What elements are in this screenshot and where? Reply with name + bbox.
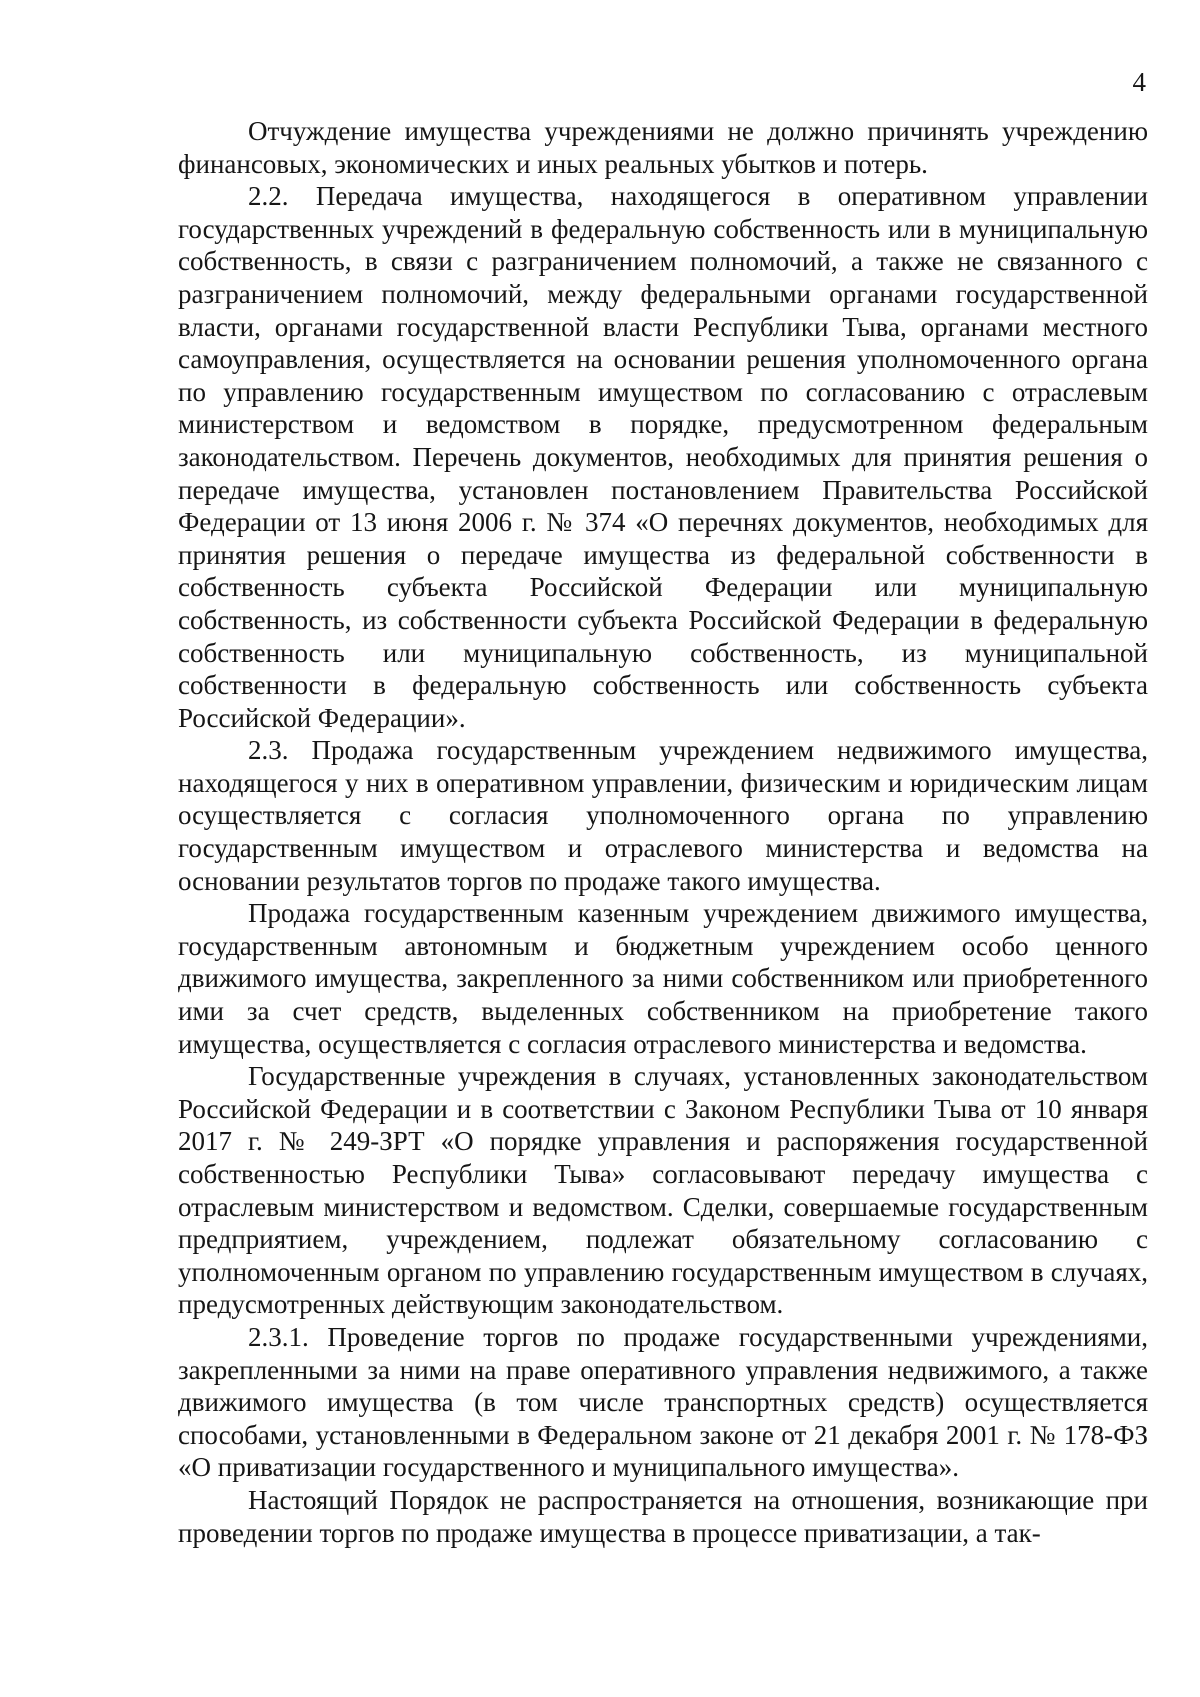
paragraph-movable-property-sale: Продажа государственным казенным учреждением движимого имущества, государственным автономным и бюджетным учреждением особо ценного движимого имущества, закрепленного за ними собственником или приобретенного ими за счет средств, выделенных собственником на приобретение такого имущества, осуществляется с согласия отраслевого министерства и ведомства. xyxy=(178,898,1148,1059)
paragraph-2-3: 2.3. Продажа государственным учреждением недвижимого имущества, находящегося у них в оперативном управлении, физическим и юридическим лицам осуществляется с согласия уполномоченного органа по управлению государственным имуществом и отраслевого министерства и ведомства на основании результатов торгов по продаже такого имущества. xyxy=(178,735,1148,896)
page-number: 4 xyxy=(1132,67,1146,97)
paragraph-state-institutions: Государственные учреждения в случаях, установленных законодательством Российской Федерации и в соответствии с Законом Республики Тыва от 10 января 2017 г. № 249-ЗРТ «О порядке управления и распоряжения государственной собственностью Республики Тыва» согласовывают передачу имущества с отраслевым министерством и ведомством. Сделки, совершаемые государственным предприятием, учреждением, подлежат обязательному согласованию с уполномоченным органом по управлению государственным имуществом в случаях, предусмотренных действующим законодательством. xyxy=(178,1061,1148,1320)
paragraph-2-3-1: 2.3.1. Проведение торгов по продаже государственными учреждениями, закрепленными за ними на праве оперативного управления недвижимого, а также движимого имущества (в том числе транспортных средств) осуществляется способами, установленными в Федеральном законе от 21 декабря 2001 г. № 178-ФЗ «О приватизации государственного и муниципального имущества». xyxy=(178,1321,1148,1483)
paragraph-2-2: 2.2. Передача имущества, находящегося в оперативном управлении государственных учреждений в федеральную собственность или в муниципальную собственность, в связи с разграничением полномочий, а также не связанного с разграничением полномочий, между федеральными органами государственной власти, органами государственной власти Республики Тыва, органами местного самоуправления, осуществляется на основании решения уполномоченного органа по управлению государственным имуществом по согласованию с отраслевым министерством и ведомством в порядке, предусмотренном федеральным законодательством. Перечень документов, необходимых для принятия решения о передаче имущества, установлен постановлением Правительства Российской Федерации от 13 июня 2006 г. № 374 «О перечнях документов, необходимых для принятия решения о передаче имущества из федеральной собственности в собственность субъекта Российской Федерации или муниципальную собственность, из собственности субъекта Российской Федерации в федеральную собственность или муниципальную собственность, из муниципальной собственности в федеральную собственность или собственность субъекта Российской Федерации». xyxy=(178,181,1148,733)
paragraph-scope-exclusion: Настоящий Порядок не распространяется на отношения, возникающие при проведении торгов по продаже имущества в процессе приватизации, а так- xyxy=(178,1484,1148,1548)
document-body xyxy=(178,115,1148,1549)
paragraph-alienation: Отчуждение имущества учреждениями не должно причинять учреждению финансовых, экономических и иных реальных убытков и потерь. xyxy=(178,116,1148,179)
